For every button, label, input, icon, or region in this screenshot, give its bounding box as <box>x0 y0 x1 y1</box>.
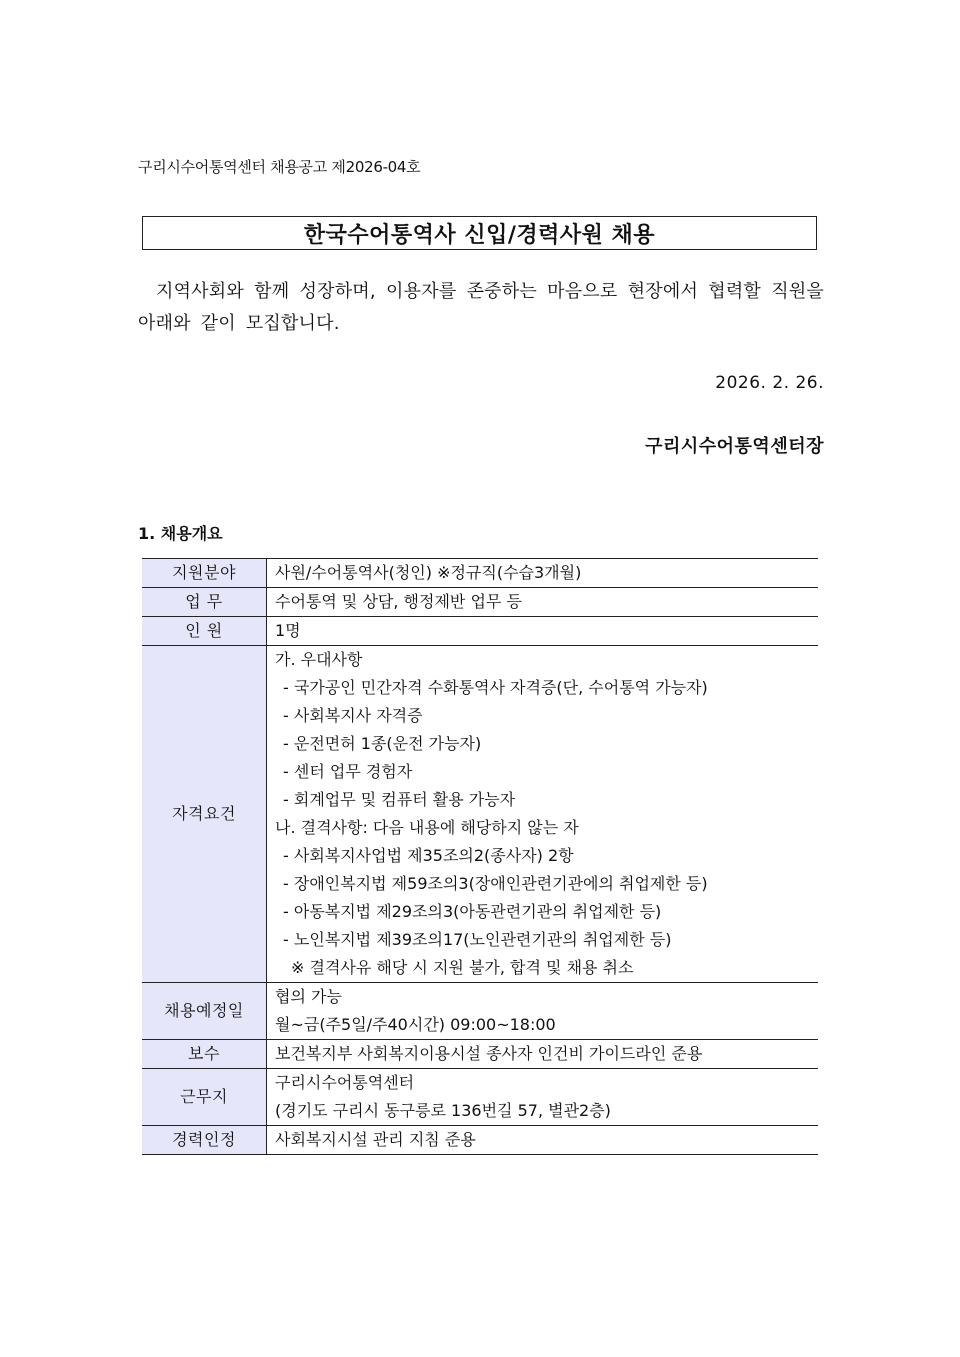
row-value <box>267 559 819 588</box>
signer: 구리시수어통역센터장 <box>645 436 824 457</box>
table-row <box>142 646 818 983</box>
value-line: 사회복지시설 관리 지침 준용 <box>275 1130 476 1149</box>
table-row <box>142 983 818 1040</box>
value-line: - 아동복지법 제29조의3(아동관련기관의 취업제한 등) <box>283 902 662 921</box>
table-row <box>142 588 818 617</box>
value-line: 구리시수어통역센터 <box>275 1073 415 1092</box>
row-label: 근무지 <box>142 1069 267 1126</box>
row-label: 지원분야 <box>142 559 267 588</box>
announcement-date: 2026. 2. 26. <box>715 373 824 393</box>
value-line: - 센터 업무 경험자 <box>283 762 413 781</box>
row-label: 인 원 <box>142 617 267 646</box>
value-line: 협의 가능 <box>275 987 342 1006</box>
value-line: - 사회복지사업법 제35조의2(종사자) 2항 <box>283 846 574 865</box>
value-line: - 국가공인 민간자격 수화통역사 자격증(단, 수어통역 가능자) <box>283 678 708 697</box>
intro-paragraph: 지역사회와 함께 성장하며, 이용자를 존중하는 마음으로 현장에서 협력할 직원을 아래와 같이 모집합니다. <box>138 281 824 334</box>
value-line: (경기도 구리시 동구릉로 136번길 57, 별관2층) <box>275 1101 611 1120</box>
table-row <box>142 559 818 588</box>
row-label: 자격요건 <box>142 646 267 983</box>
value-line: 사원/수어통역사(청인) ※정규직(수습3개월) <box>275 563 582 582</box>
value-line: - 노인복지법 제39조의17(노인관련기관의 취업제한 등) <box>283 930 672 949</box>
table-row <box>142 617 818 646</box>
value-line: 가. 우대사항 <box>275 650 363 669</box>
value-line: - 운전면허 1종(운전 가능자) <box>283 734 482 753</box>
row-label: 업 무 <box>142 588 267 617</box>
row-value <box>267 646 819 983</box>
row-label: 보수 <box>142 1040 267 1069</box>
value-line: 월~금(주5일/주40시간) 09:00~18:00 <box>275 1015 556 1034</box>
value-line: 나. 결격사항: 다음 내용에 해당하지 않는 자 <box>275 818 579 837</box>
row-value <box>267 983 819 1040</box>
value-line: 1명 <box>275 621 301 640</box>
table-row <box>142 1126 818 1155</box>
table-row <box>142 1069 818 1126</box>
value-line: 보건복지부 사회복지이용시설 종사자 인건비 가이드라인 준용 <box>275 1044 703 1063</box>
row-label: 채용예정일 <box>142 983 267 1040</box>
value-line: - 회계업무 및 컴퓨터 활용 가능자 <box>283 790 516 809</box>
row-value <box>267 1069 819 1126</box>
section-title-overview: 1. 채용개요 <box>138 524 223 543</box>
title-box <box>142 216 817 250</box>
row-value <box>267 1126 819 1155</box>
row-value <box>267 1040 819 1069</box>
row-label: 경력인정 <box>142 1126 267 1155</box>
table-row <box>142 1040 818 1069</box>
value-line: ※ 결격사유 해당 시 지원 불가, 합격 및 채용 취소 <box>291 958 634 977</box>
value-line: - 장애인복지법 제59조의3(장애인관련기관에의 취업제한 등) <box>283 874 708 893</box>
overview-table <box>142 558 818 1155</box>
value-line: 수어통역 및 상담, 행정제반 업무 등 <box>275 592 522 611</box>
value-line: - 사회복지사 자격증 <box>283 706 423 725</box>
page-title: 한국수어통역사 신입/경력사원 채용 <box>303 222 656 248</box>
row-value <box>267 588 819 617</box>
row-value <box>267 617 819 646</box>
document-number: 구리시수어통역센터 채용공고 제2026-04호 <box>138 158 421 176</box>
